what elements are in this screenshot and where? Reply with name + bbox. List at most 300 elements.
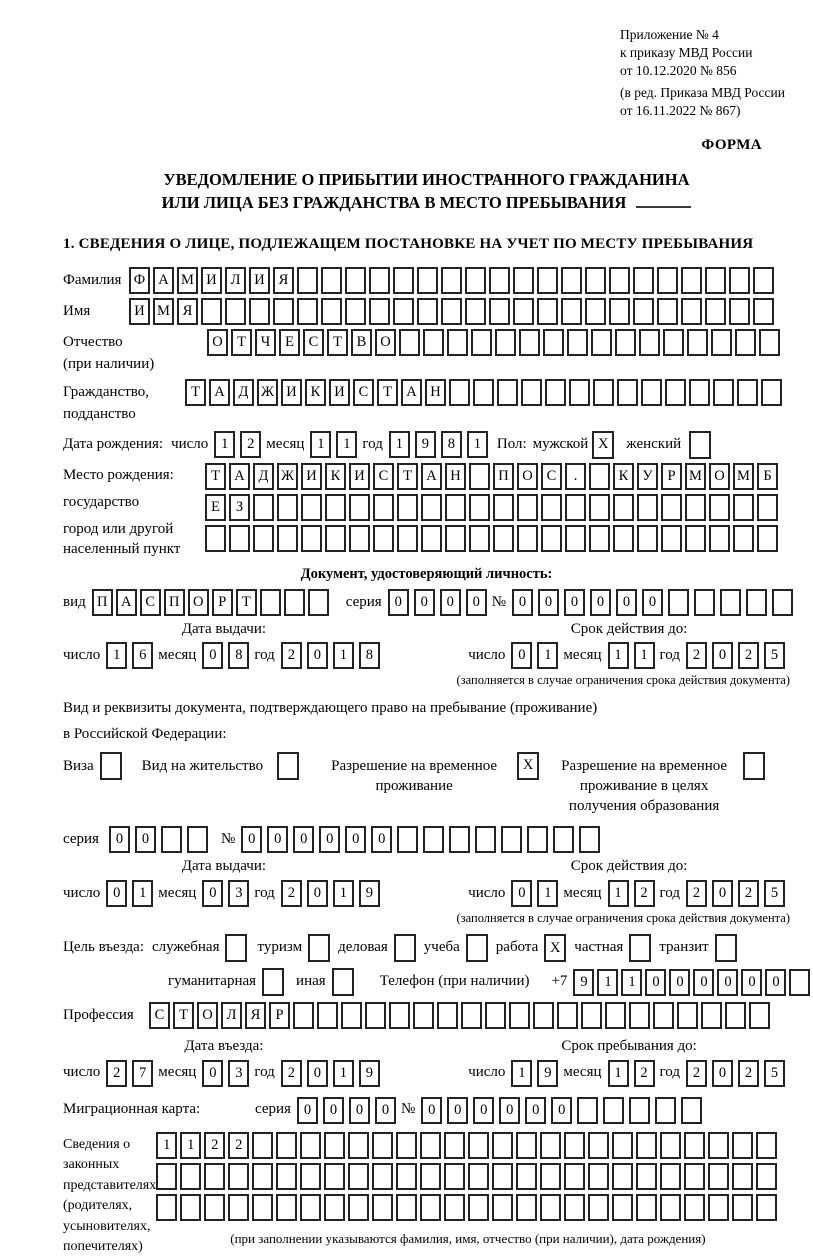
char-cell[interactable]	[393, 298, 414, 325]
char-cell[interactable]	[593, 379, 614, 406]
char-cell[interactable]	[756, 1194, 777, 1221]
char-cell[interactable]	[449, 826, 470, 853]
char-cell[interactable]	[720, 589, 741, 616]
char-cell[interactable]: А	[153, 267, 174, 294]
char-cell[interactable]: 1	[621, 969, 642, 996]
char-cell[interactable]: К	[613, 463, 634, 490]
char-cell[interactable]	[603, 1097, 624, 1124]
char-cell[interactable]	[180, 1163, 201, 1190]
char-cell[interactable]	[201, 298, 222, 325]
char-cell[interactable]: Т	[327, 329, 348, 356]
char-cell[interactable]: 1	[634, 642, 655, 669]
char-cell[interactable]	[284, 589, 305, 616]
char-cell[interactable]	[661, 494, 682, 521]
char-cell[interactable]: 0	[267, 826, 288, 853]
char-cell[interactable]	[588, 1163, 609, 1190]
char-cell[interactable]	[681, 1097, 702, 1124]
char-cell[interactable]: 2	[738, 880, 759, 907]
char-cell[interactable]	[441, 267, 462, 294]
char-cell[interactable]: 0	[765, 969, 786, 996]
char-cell[interactable]: Т	[173, 1002, 194, 1029]
char-cell[interactable]	[300, 1163, 321, 1190]
char-cell[interactable]	[661, 525, 682, 552]
char-cell[interactable]	[421, 494, 442, 521]
char-cell[interactable]	[589, 525, 610, 552]
char-cell[interactable]	[709, 525, 730, 552]
char-cell[interactable]: И	[329, 379, 350, 406]
char-cell[interactable]: Б	[757, 463, 778, 490]
char-cell[interactable]	[276, 1132, 297, 1159]
char-cell[interactable]: 6	[132, 642, 153, 669]
char-cell[interactable]: 0	[551, 1097, 572, 1124]
temp-residence-checkbox[interactable]: X	[517, 752, 539, 780]
char-cell[interactable]	[277, 525, 298, 552]
other-checkbox[interactable]	[332, 968, 354, 996]
char-cell[interactable]	[413, 1002, 434, 1029]
char-cell[interactable]	[321, 267, 342, 294]
char-cell[interactable]	[345, 267, 366, 294]
char-cell[interactable]	[300, 1132, 321, 1159]
char-cell[interactable]	[325, 525, 346, 552]
visa-checkbox[interactable]	[100, 752, 122, 780]
char-cell[interactable]	[449, 379, 470, 406]
char-cell[interactable]	[564, 1194, 585, 1221]
char-cell[interactable]: Ф	[129, 267, 150, 294]
char-cell[interactable]: 0	[473, 1097, 494, 1124]
char-cell[interactable]: 2	[281, 1060, 302, 1087]
char-cell[interactable]: А	[116, 589, 137, 616]
char-cell[interactable]	[369, 298, 390, 325]
char-cell[interactable]: 2	[204, 1132, 225, 1159]
char-cell[interactable]	[489, 267, 510, 294]
char-cell[interactable]: 2	[738, 642, 759, 669]
char-cell[interactable]	[492, 1132, 513, 1159]
char-cell[interactable]	[537, 267, 558, 294]
char-cell[interactable]	[396, 1194, 417, 1221]
char-cell[interactable]: 2	[738, 1060, 759, 1087]
char-cell[interactable]	[545, 379, 566, 406]
char-cell[interactable]: 0	[741, 969, 762, 996]
char-cell[interactable]	[423, 329, 444, 356]
char-cell[interactable]: С	[303, 329, 324, 356]
char-cell[interactable]: С	[373, 463, 394, 490]
char-cell[interactable]	[445, 525, 466, 552]
char-cell[interactable]: 0	[499, 1097, 520, 1124]
char-cell[interactable]: Р	[269, 1002, 290, 1029]
char-cell[interactable]	[613, 525, 634, 552]
char-cell[interactable]	[694, 589, 715, 616]
char-cell[interactable]: М	[153, 298, 174, 325]
char-cell[interactable]: Л	[225, 267, 246, 294]
char-cell[interactable]: 0	[512, 589, 533, 616]
char-cell[interactable]: О	[375, 329, 396, 356]
char-cell[interactable]: 0	[564, 589, 585, 616]
char-cell[interactable]: В	[351, 329, 372, 356]
char-cell[interactable]	[444, 1194, 465, 1221]
char-cell[interactable]	[577, 1097, 598, 1124]
char-cell[interactable]	[444, 1132, 465, 1159]
char-cell[interactable]: 0	[421, 1097, 442, 1124]
char-cell[interactable]	[397, 826, 418, 853]
char-cell[interactable]	[756, 1163, 777, 1190]
char-cell[interactable]: 1	[333, 642, 354, 669]
char-cell[interactable]	[589, 463, 610, 490]
char-cell[interactable]	[579, 826, 600, 853]
char-cell[interactable]	[501, 826, 522, 853]
char-cell[interactable]	[605, 1002, 626, 1029]
char-cell[interactable]: 1	[608, 642, 629, 669]
char-cell[interactable]: О	[197, 1002, 218, 1029]
char-cell[interactable]	[756, 1132, 777, 1159]
char-cell[interactable]: 0	[712, 642, 733, 669]
char-cell[interactable]: С	[149, 1002, 170, 1029]
char-cell[interactable]	[655, 1097, 676, 1124]
char-cell[interactable]	[746, 589, 767, 616]
char-cell[interactable]: 9	[573, 969, 594, 996]
char-cell[interactable]	[629, 1097, 650, 1124]
char-cell[interactable]	[441, 298, 462, 325]
char-cell[interactable]	[612, 1163, 633, 1190]
char-cell[interactable]	[389, 1002, 410, 1029]
char-cell[interactable]: 0	[511, 880, 532, 907]
char-cell[interactable]: Р	[661, 463, 682, 490]
char-cell[interactable]: 0	[693, 969, 714, 996]
char-cell[interactable]	[732, 1194, 753, 1221]
char-cell[interactable]: 1	[537, 880, 558, 907]
char-cell[interactable]	[156, 1163, 177, 1190]
char-cell[interactable]	[372, 1163, 393, 1190]
char-cell[interactable]: 0	[109, 826, 130, 853]
char-cell[interactable]: 9	[359, 880, 380, 907]
char-cell[interactable]: А	[229, 463, 250, 490]
char-cell[interactable]	[497, 379, 518, 406]
char-cell[interactable]	[325, 494, 346, 521]
char-cell[interactable]: 5	[764, 642, 785, 669]
char-cell[interactable]	[711, 329, 732, 356]
char-cell[interactable]	[705, 298, 726, 325]
char-cell[interactable]	[641, 379, 662, 406]
char-cell[interactable]	[687, 329, 708, 356]
char-cell[interactable]	[657, 298, 678, 325]
char-cell[interactable]	[561, 298, 582, 325]
char-cell[interactable]	[759, 329, 780, 356]
char-cell[interactable]: С	[140, 589, 161, 616]
char-cell[interactable]	[729, 267, 750, 294]
char-cell[interactable]: Т	[397, 463, 418, 490]
char-cell[interactable]	[567, 329, 588, 356]
female-checkbox[interactable]	[689, 431, 711, 459]
char-cell[interactable]: 1	[132, 880, 153, 907]
char-cell[interactable]	[569, 379, 590, 406]
char-cell[interactable]: И	[249, 267, 270, 294]
char-cell[interactable]: 0	[375, 1097, 396, 1124]
char-cell[interactable]	[493, 525, 514, 552]
char-cell[interactable]	[372, 1132, 393, 1159]
char-cell[interactable]: 0	[511, 642, 532, 669]
humanitarian-checkbox[interactable]	[262, 968, 284, 996]
char-cell[interactable]	[657, 267, 678, 294]
char-cell[interactable]: 0	[440, 589, 461, 616]
char-cell[interactable]	[475, 826, 496, 853]
char-cell[interactable]	[276, 1163, 297, 1190]
char-cell[interactable]: 1	[310, 431, 331, 458]
char-cell[interactable]	[591, 329, 612, 356]
char-cell[interactable]	[585, 267, 606, 294]
char-cell[interactable]	[229, 525, 250, 552]
char-cell[interactable]	[396, 1163, 417, 1190]
char-cell[interactable]: О	[188, 589, 209, 616]
char-cell[interactable]	[749, 1002, 770, 1029]
char-cell[interactable]: 1	[336, 431, 357, 458]
char-cell[interactable]: 5	[764, 880, 785, 907]
char-cell[interactable]	[495, 329, 516, 356]
char-cell[interactable]: 0	[349, 1097, 370, 1124]
char-cell[interactable]	[253, 525, 274, 552]
char-cell[interactable]	[737, 379, 758, 406]
char-cell[interactable]: 0	[669, 969, 690, 996]
char-cell[interactable]: Т	[231, 329, 252, 356]
char-cell[interactable]	[637, 525, 658, 552]
char-cell[interactable]	[349, 525, 370, 552]
char-cell[interactable]	[493, 494, 514, 521]
char-cell[interactable]	[732, 1163, 753, 1190]
transit-checkbox[interactable]	[715, 934, 737, 962]
char-cell[interactable]	[681, 298, 702, 325]
char-cell[interactable]	[260, 589, 281, 616]
char-cell[interactable]	[293, 1002, 314, 1029]
char-cell[interactable]: 1	[537, 642, 558, 669]
char-cell[interactable]	[253, 494, 274, 521]
char-cell[interactable]: 1	[214, 431, 235, 458]
char-cell[interactable]: 7	[132, 1060, 153, 1087]
char-cell[interactable]: 0	[307, 642, 328, 669]
char-cell[interactable]	[708, 1194, 729, 1221]
char-cell[interactable]	[557, 1002, 578, 1029]
char-cell[interactable]	[636, 1132, 657, 1159]
char-cell[interactable]: С	[353, 379, 374, 406]
char-cell[interactable]	[420, 1132, 441, 1159]
char-cell[interactable]: 2	[281, 642, 302, 669]
char-cell[interactable]	[396, 1132, 417, 1159]
char-cell[interactable]	[485, 1002, 506, 1029]
char-cell[interactable]: 2	[686, 642, 707, 669]
char-cell[interactable]	[468, 1132, 489, 1159]
char-cell[interactable]	[516, 1163, 537, 1190]
char-cell[interactable]	[541, 525, 562, 552]
char-cell[interactable]	[589, 494, 610, 521]
char-cell[interactable]: 0	[590, 589, 611, 616]
char-cell[interactable]: 0	[135, 826, 156, 853]
char-cell[interactable]: 2	[228, 1132, 249, 1159]
char-cell[interactable]	[301, 494, 322, 521]
char-cell[interactable]	[437, 1002, 458, 1029]
char-cell[interactable]	[660, 1163, 681, 1190]
char-cell[interactable]: 1	[106, 642, 127, 669]
char-cell[interactable]	[527, 826, 548, 853]
char-cell[interactable]	[729, 298, 750, 325]
char-cell[interactable]: Д	[253, 463, 274, 490]
char-cell[interactable]: 1	[467, 431, 488, 458]
char-cell[interactable]	[417, 267, 438, 294]
char-cell[interactable]	[565, 494, 586, 521]
char-cell[interactable]	[469, 494, 490, 521]
char-cell[interactable]	[668, 589, 689, 616]
char-cell[interactable]: .	[565, 463, 586, 490]
char-cell[interactable]	[685, 494, 706, 521]
char-cell[interactable]: 8	[359, 642, 380, 669]
private-checkbox[interactable]	[629, 934, 651, 962]
char-cell[interactable]: 2	[281, 880, 302, 907]
char-cell[interactable]	[677, 1002, 698, 1029]
char-cell[interactable]	[521, 379, 542, 406]
char-cell[interactable]	[373, 494, 394, 521]
char-cell[interactable]: 0	[202, 642, 223, 669]
char-cell[interactable]	[581, 1002, 602, 1029]
char-cell[interactable]: Я	[273, 267, 294, 294]
char-cell[interactable]	[617, 379, 638, 406]
char-cell[interactable]: 0	[414, 589, 435, 616]
char-cell[interactable]	[301, 525, 322, 552]
char-cell[interactable]	[373, 525, 394, 552]
work-checkbox[interactable]: X	[544, 934, 566, 962]
char-cell[interactable]	[276, 1194, 297, 1221]
char-cell[interactable]	[633, 267, 654, 294]
char-cell[interactable]: 2	[686, 1060, 707, 1087]
char-cell[interactable]	[725, 1002, 746, 1029]
char-cell[interactable]	[588, 1194, 609, 1221]
char-cell[interactable]: 2	[240, 431, 261, 458]
char-cell[interactable]: Н	[425, 379, 446, 406]
char-cell[interactable]	[757, 494, 778, 521]
char-cell[interactable]	[447, 329, 468, 356]
business-checkbox[interactable]	[394, 934, 416, 962]
char-cell[interactable]	[519, 329, 540, 356]
char-cell[interactable]: М	[733, 463, 754, 490]
char-cell[interactable]: 1	[180, 1132, 201, 1159]
char-cell[interactable]: Е	[279, 329, 300, 356]
char-cell[interactable]	[317, 1002, 338, 1029]
char-cell[interactable]: 9	[537, 1060, 558, 1087]
char-cell[interactable]	[660, 1132, 681, 1159]
char-cell[interactable]: П	[92, 589, 113, 616]
char-cell[interactable]: 0	[323, 1097, 344, 1124]
char-cell[interactable]	[517, 525, 538, 552]
char-cell[interactable]: 2	[686, 880, 707, 907]
char-cell[interactable]	[615, 329, 636, 356]
char-cell[interactable]	[516, 1132, 537, 1159]
char-cell[interactable]: А	[421, 463, 442, 490]
tourism-checkbox[interactable]	[308, 934, 330, 962]
char-cell[interactable]: Ч	[255, 329, 276, 356]
char-cell[interactable]	[565, 525, 586, 552]
char-cell[interactable]	[609, 298, 630, 325]
char-cell[interactable]: 0	[202, 880, 223, 907]
char-cell[interactable]: И	[281, 379, 302, 406]
char-cell[interactable]: 0	[616, 589, 637, 616]
char-cell[interactable]	[708, 1132, 729, 1159]
char-cell[interactable]	[516, 1194, 537, 1221]
char-cell[interactable]: 0	[645, 969, 666, 996]
char-cell[interactable]	[713, 379, 734, 406]
char-cell[interactable]: 1	[156, 1132, 177, 1159]
char-cell[interactable]: 1	[608, 1060, 629, 1087]
char-cell[interactable]: 1	[389, 431, 410, 458]
char-cell[interactable]	[701, 1002, 722, 1029]
char-cell[interactable]	[348, 1194, 369, 1221]
char-cell[interactable]	[444, 1163, 465, 1190]
char-cell[interactable]: 0	[307, 1060, 328, 1087]
char-cell[interactable]	[753, 298, 774, 325]
char-cell[interactable]: 0	[307, 880, 328, 907]
char-cell[interactable]: 0	[525, 1097, 546, 1124]
char-cell[interactable]: И	[301, 463, 322, 490]
char-cell[interactable]	[345, 298, 366, 325]
char-cell[interactable]	[324, 1194, 345, 1221]
char-cell[interactable]: Р	[212, 589, 233, 616]
char-cell[interactable]: З	[229, 494, 250, 521]
char-cell[interactable]: 0	[466, 589, 487, 616]
char-cell[interactable]	[399, 329, 420, 356]
char-cell[interactable]: О	[709, 463, 730, 490]
study-checkbox[interactable]	[466, 934, 488, 962]
official-checkbox[interactable]	[225, 934, 247, 962]
residence-permit-checkbox[interactable]	[277, 752, 299, 780]
char-cell[interactable]	[733, 494, 754, 521]
char-cell[interactable]	[420, 1194, 441, 1221]
char-cell[interactable]	[636, 1163, 657, 1190]
char-cell[interactable]	[564, 1163, 585, 1190]
char-cell[interactable]	[469, 463, 490, 490]
char-cell[interactable]: 0	[241, 826, 262, 853]
char-cell[interactable]	[636, 1194, 657, 1221]
char-cell[interactable]	[417, 298, 438, 325]
char-cell[interactable]	[372, 1194, 393, 1221]
char-cell[interactable]: 0	[293, 826, 314, 853]
char-cell[interactable]	[393, 267, 414, 294]
char-cell[interactable]: С	[541, 463, 562, 490]
char-cell[interactable]	[205, 525, 226, 552]
char-cell[interactable]	[421, 525, 442, 552]
char-cell[interactable]: 0	[106, 880, 127, 907]
char-cell[interactable]: К	[305, 379, 326, 406]
char-cell[interactable]: Я	[177, 298, 198, 325]
char-cell[interactable]	[509, 1002, 530, 1029]
char-cell[interactable]	[684, 1163, 705, 1190]
char-cell[interactable]: Л	[221, 1002, 242, 1029]
char-cell[interactable]: 0	[202, 1060, 223, 1087]
char-cell[interactable]: Т	[205, 463, 226, 490]
char-cell[interactable]	[365, 1002, 386, 1029]
char-cell[interactable]: У	[637, 463, 658, 490]
char-cell[interactable]	[541, 494, 562, 521]
char-cell[interactable]: Н	[445, 463, 466, 490]
char-cell[interactable]	[639, 329, 660, 356]
char-cell[interactable]	[187, 826, 208, 853]
char-cell[interactable]	[613, 494, 634, 521]
char-cell[interactable]	[249, 298, 270, 325]
char-cell[interactable]: Е	[205, 494, 226, 521]
char-cell[interactable]	[684, 1194, 705, 1221]
char-cell[interactable]	[228, 1163, 249, 1190]
char-cell[interactable]	[757, 525, 778, 552]
char-cell[interactable]: 9	[415, 431, 436, 458]
char-cell[interactable]: 2	[634, 1060, 655, 1087]
char-cell[interactable]	[735, 329, 756, 356]
char-cell[interactable]	[533, 1002, 554, 1029]
char-cell[interactable]	[492, 1163, 513, 1190]
char-cell[interactable]: Т	[185, 379, 206, 406]
char-cell[interactable]	[540, 1163, 561, 1190]
